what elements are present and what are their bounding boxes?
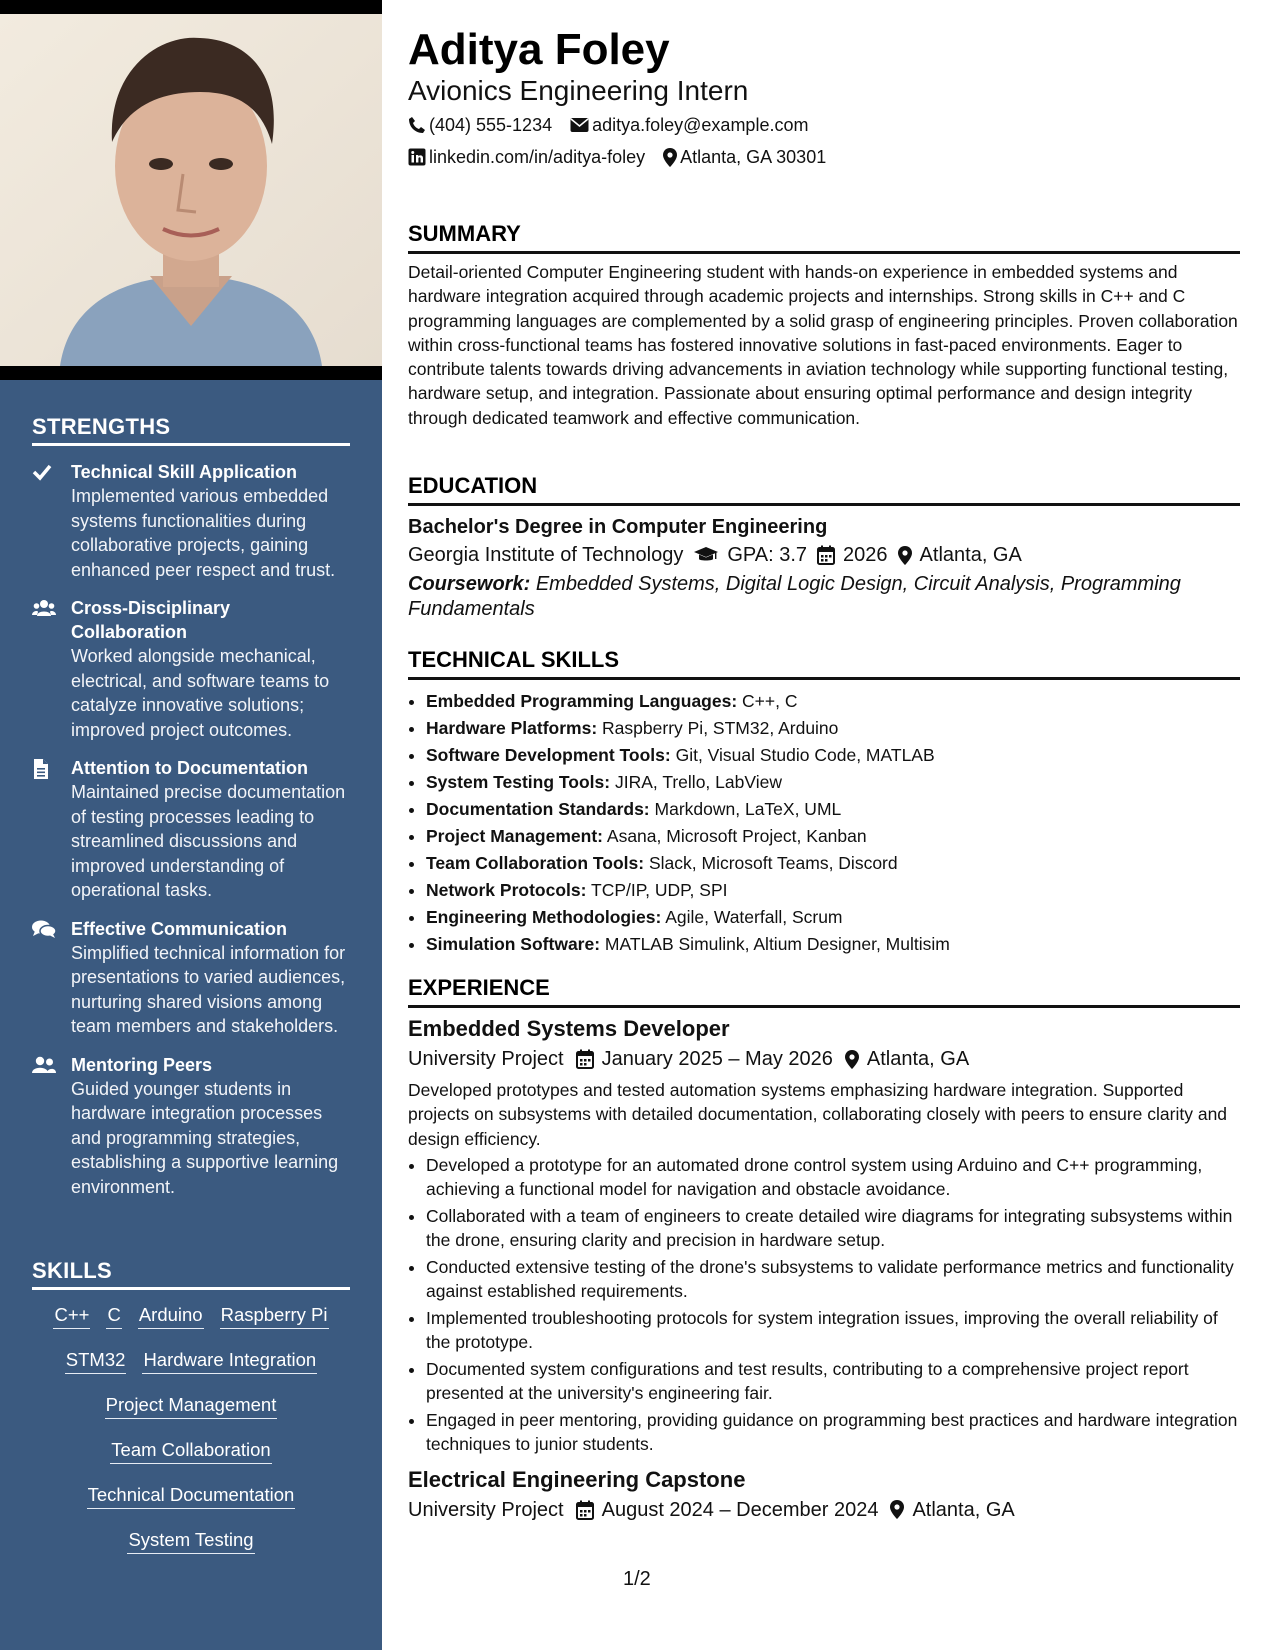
sidebar-top-bar: [0, 0, 382, 14]
skills-heading: SKILLS: [32, 1258, 350, 1290]
skill-row: [32, 1302, 350, 1347]
job-location: [890, 1495, 1014, 1525]
skill-chip: C++: [53, 1302, 90, 1329]
job-summary: Developed prototypes and tested automation systems emphasizing hardware integration. Supported projects on subsystems with detailed documentation, collaborating closely with peers to ensure clarity and design efficiency.: [408, 1080, 1228, 1149]
technical-skill-label: Team Collaboration Tools:: [426, 853, 645, 873]
job-bullet-list: [408, 1153, 1240, 1457]
education-meta: [408, 540, 1240, 570]
technical-skill-label: Documentation Standards:: [426, 799, 650, 819]
strength-description: Maintained precise documentation of testing processes leading to streamlined discussions and improved understanding of operational tasks.: [71, 782, 346, 900]
skill-row: [32, 1392, 350, 1437]
graduation-cap-icon: [693, 546, 719, 564]
summary-section: [408, 219, 1240, 430]
linkedin-text: linkedin.com/in/aditya-foley: [429, 147, 646, 167]
job-location-text: Atlanta, GA: [866, 1048, 970, 1070]
strength-title: Technical Skill Application: [71, 462, 298, 482]
technical-skill-label: Hardware Platforms:: [426, 718, 598, 738]
technical-skill-value: Slack, Microsoft Teams, Discord: [648, 853, 898, 873]
job-dates: [576, 1044, 833, 1074]
map-marker-icon: [663, 148, 677, 167]
strength-title: Mentoring Peers: [71, 1054, 213, 1075]
job-entry: [408, 1014, 1240, 1457]
skill-chip: System Testing: [127, 1527, 254, 1554]
calendar-icon: [576, 1049, 594, 1069]
job-bullet: • Collaborated with a team of engineers to create detailed wire diagrams for integrating subsystems within the drone, ensuring clarity and precision in hardware setup.: [426, 1204, 1240, 1253]
technical-skill-label: System Testing Tools:: [426, 772, 611, 792]
skill-chip: Hardware Integration: [142, 1347, 317, 1374]
coursework: [408, 572, 1240, 621]
gpa: [693, 540, 807, 570]
map-marker-icon: [890, 1500, 904, 1519]
candidate-name: Aditya Foley: [408, 25, 670, 74]
technical-skills-section: [408, 645, 1240, 958]
education-location-text: Atlanta, GA: [919, 544, 1022, 566]
skill-row: [32, 1482, 350, 1527]
map-marker-icon: [898, 546, 912, 565]
education-location: [898, 540, 1022, 570]
skills-chip-list: [32, 1302, 350, 1572]
degree-title: Bachelor's Degree in Computer Engineering: [408, 516, 828, 538]
contact-location: [663, 145, 826, 169]
job-location-text: Atlanta, GA: [912, 1498, 1015, 1521]
page-number: 1/2: [623, 1568, 651, 1590]
technical-skill-label: Software Development Tools:: [426, 745, 671, 765]
calendar-icon: [817, 545, 835, 565]
technical-skill-item: [426, 904, 1240, 931]
strength-title: Cross-Disciplinary Collaboration: [71, 598, 231, 642]
contact-linkedin[interactable]: [408, 145, 645, 169]
summary-text: Detail-oriented Computer Engineering student with hands-on experience in embedded systems and hardware integration acquired through academic projects and internships. Strong skills in C++ and C programming languages are complemented by a solid grasp of engineering principles. Proven collaboration within cross-functional teams has fostered innovative solutions in fast-paced environments. Eager to contribute talents towards driving advancements in aviation technology while supporting functional testing, hardware setup, and integration. Passionate about ensuring optimal performance and design integrity through dedicated teamwork and effective communication.: [408, 262, 1238, 428]
skill-chip: Arduino: [138, 1302, 204, 1329]
year-text: 2026: [843, 544, 888, 566]
strengths-section: [32, 414, 350, 1199]
technical-skills-heading: TECHNICAL SKILLS: [408, 645, 1240, 680]
strength-item: [32, 596, 350, 742]
envelope-icon: [570, 117, 589, 133]
technical-skill-item: [426, 742, 1240, 769]
contact-row-1: [408, 113, 826, 137]
strength-title: Effective Communication: [71, 918, 288, 939]
candidate-role: Avionics Engineering Intern: [408, 75, 749, 106]
technical-skill-value: TCP/IP, UDP, SPI: [591, 880, 728, 900]
school-name: [408, 540, 683, 570]
technical-skill-value: Git, Visual Studio Code, MATLAB: [675, 745, 935, 765]
users-icon: [32, 598, 54, 620]
skills-section: [32, 1258, 350, 1572]
strength-item: [32, 1053, 350, 1200]
contact-email[interactable]: [570, 113, 808, 137]
technical-skill-value: Raspberry Pi, STM32, Arduino: [602, 718, 839, 738]
organization-text: University Project: [408, 1498, 564, 1521]
strength-item: [32, 460, 350, 582]
technical-skill-label: Embedded Programming Languages:: [426, 691, 738, 711]
technical-skill-item: [426, 688, 1240, 715]
dates-text: August 2024 – December 2024: [601, 1498, 879, 1521]
map-marker-icon: [845, 1050, 859, 1069]
technical-skill-value: Markdown, LaTeX, UML: [654, 799, 842, 819]
job-bullet: • Engaged in peer mentoring, providing guidance on programming best practices and hardware integration techniques to junior students.: [426, 1408, 1240, 1457]
job-dates: [576, 1495, 879, 1525]
check-icon: [32, 462, 54, 484]
skill-chip: C: [106, 1302, 121, 1329]
technical-skill-item: [426, 931, 1240, 958]
job-bullet: • Implemented troubleshooting protocols for system integration issues, improving the overall reliability of the prototype.: [426, 1306, 1240, 1355]
skill-row: [32, 1437, 350, 1482]
location-text: Atlanta, GA 30301: [680, 147, 827, 167]
strength-title: Attention to Documentation: [71, 758, 308, 778]
organization-text: University Project: [408, 1048, 564, 1070]
job-location: [845, 1044, 969, 1074]
job-title: Electrical Engineering Capstone: [408, 1466, 746, 1492]
job-organization: [408, 1044, 564, 1074]
education-heading: EDUCATION: [408, 471, 1240, 506]
strength-description: Implemented various embedded systems functionalities during collaborative projects, gaining enhanced peer respect and trust.: [71, 486, 336, 580]
technical-skill-value: Asana, Microsoft Project, Kanban: [606, 826, 867, 846]
sidebar: [0, 0, 382, 1650]
technical-skill-item: [426, 850, 1240, 877]
technical-skill-item: [426, 796, 1240, 823]
technical-skill-value: JIRA, Trello, LabView: [614, 772, 782, 792]
comments-icon: [32, 919, 54, 941]
document-icon: [32, 758, 54, 780]
skill-chip: Project Management: [105, 1392, 278, 1419]
strength-item: [32, 756, 350, 903]
contact-phone: [408, 113, 552, 137]
skill-row: [32, 1527, 350, 1572]
job-meta: [408, 1044, 1240, 1074]
school-text: Georgia Institute of Technology: [408, 544, 684, 566]
technical-skill-label: Network Protocols:: [426, 880, 587, 900]
phone-icon: [408, 116, 426, 134]
job-bullet: • Conducted extensive testing of the drone's subsystems to validate performance metrics and functionality against established requirements.: [426, 1255, 1240, 1304]
job-title: Embedded Systems Developer: [408, 1016, 730, 1041]
job-entry: [408, 1465, 1240, 1525]
technical-skill-item: [426, 769, 1240, 796]
job-meta: [408, 1495, 1240, 1525]
linkedin-icon: [408, 148, 426, 166]
technical-skill-value: MATLAB Simulink, Altium Designer, Multisim: [604, 934, 950, 954]
skill-chip: STM32: [65, 1347, 127, 1374]
strength-description: Worked alongside mechanical, electrical, and software teams to catalyze innovative solutions; improved project outcomes.: [71, 646, 330, 740]
phone-text: (404) 555-1234: [429, 115, 553, 135]
profile-photo: [0, 14, 382, 380]
email-text: aditya.foley@example.com: [592, 115, 809, 135]
experience-heading: EXPERIENCE: [408, 973, 1240, 1008]
technical-skills-list: [408, 688, 1240, 958]
technical-skill-value: C++, C: [742, 691, 798, 711]
technical-skill-item: [426, 877, 1240, 904]
technical-skill-label: Simulation Software:: [426, 934, 601, 954]
coursework-label: Coursework:: [408, 573, 531, 595]
technical-skill-label: Engineering Methodologies:: [426, 907, 662, 927]
gpa-text: GPA: 3.7: [727, 544, 808, 566]
skill-chip: Raspberry Pi: [220, 1302, 329, 1329]
profile-photo-illustration: [0, 14, 382, 366]
job-bullet: • Documented system configurations and test results, contributing to a comprehensive project report presented at the university's engineering fair.: [426, 1357, 1240, 1406]
technical-skill-value: Agile, Waterfall, Scrum: [665, 907, 843, 927]
technical-skill-label: Project Management:: [426, 826, 603, 846]
graduation-year: [817, 540, 888, 570]
job-organization: [408, 1495, 564, 1525]
strength-description: Guided younger students in hardware integration processes and programming strategies, establishing a supportive learning environment.: [71, 1078, 339, 1197]
strengths-heading: STRENGTHS: [32, 414, 350, 446]
dates-text: January 2025 – May 2026: [601, 1048, 833, 1070]
coursework-text: Embedded Systems, Digital Logic Design, Circuit Analysis, Programming Fundamentals: [408, 573, 1181, 620]
strength-item: [32, 917, 350, 1039]
calendar-icon: [576, 1500, 594, 1520]
experience-section: [408, 973, 1240, 1525]
education-section: [408, 471, 1240, 621]
skill-row: [32, 1347, 350, 1392]
summary-heading: SUMMARY: [408, 219, 1240, 254]
technical-skill-item: [426, 715, 1240, 742]
user-friends-icon: [32, 1055, 54, 1077]
strength-description: Simplified technical information for presentations to varied audiences, nurturing shared visions among team members and stakeholders.: [71, 942, 346, 1036]
contact-row-2: [408, 145, 844, 169]
job-bullet: • Developed a prototype for an automated drone control system using Arduino and C++ programming, achieving a functional model for navigation and obstacle avoidance.: [426, 1153, 1240, 1202]
technical-skill-item: [426, 823, 1240, 850]
skill-chip: Technical Documentation: [87, 1482, 296, 1509]
skill-chip: Team Collaboration: [110, 1437, 271, 1464]
